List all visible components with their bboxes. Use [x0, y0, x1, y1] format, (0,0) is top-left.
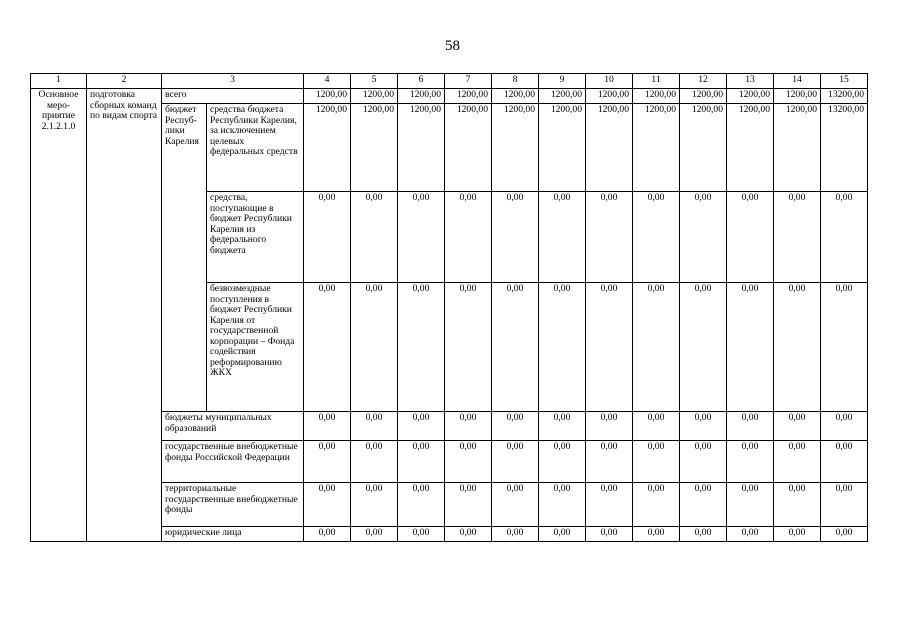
value-cell: 1200,00 — [304, 104, 351, 192]
value-cell: 0,00 — [351, 192, 398, 283]
header-cell: 12 — [680, 74, 727, 89]
row-label: средства бюджета Республики Карелия, за исключением целевых федеральных средств — [207, 104, 304, 192]
value-cell: 0,00 — [351, 483, 398, 527]
value-cell: 0,00 — [351, 527, 398, 542]
value-cell: 1200,00 — [492, 104, 539, 192]
header-cell: 3 — [162, 74, 304, 89]
value-cell: 1200,00 — [304, 89, 351, 104]
value-cell: 0,00 — [586, 412, 633, 441]
value-cell: 0,00 — [304, 412, 351, 441]
value-cell: 0,00 — [680, 527, 727, 542]
value-cell: 0,00 — [445, 441, 492, 483]
value-cell: 0,00 — [351, 412, 398, 441]
value-cell: 0,00 — [774, 192, 821, 283]
value-cell: 0,00 — [398, 412, 445, 441]
value-cell: 0,00 — [351, 441, 398, 483]
value-cell: 0,00 — [633, 192, 680, 283]
value-cell: 0,00 — [774, 283, 821, 412]
header-cell: 11 — [633, 74, 680, 89]
value-cell: 0,00 — [492, 441, 539, 483]
value-cell: 0,00 — [492, 483, 539, 527]
value-cell: 1200,00 — [351, 89, 398, 104]
value-cell: 0,00 — [586, 441, 633, 483]
value-cell: 0,00 — [727, 192, 774, 283]
value-cell: 0,00 — [304, 283, 351, 412]
value-cell: 1200,00 — [774, 104, 821, 192]
value-cell: 0,00 — [492, 283, 539, 412]
value-cell: 0,00 — [445, 483, 492, 527]
value-cell: 1200,00 — [445, 89, 492, 104]
value-cell: 0,00 — [492, 412, 539, 441]
value-cell: 0,00 — [586, 527, 633, 542]
value-cell: 0,00 — [821, 192, 868, 283]
page-number: 58 — [445, 38, 460, 54]
row-label: юридические лица — [162, 527, 304, 542]
value-cell: 0,00 — [633, 412, 680, 441]
value-cell: 0,00 — [774, 527, 821, 542]
value-cell: 0,00 — [821, 441, 868, 483]
value-cell: 0,00 — [398, 192, 445, 283]
budget-table — [30, 73, 868, 542]
value-cell: 0,00 — [633, 283, 680, 412]
value-cell: 1200,00 — [539, 89, 586, 104]
header-cell: 14 — [774, 74, 821, 89]
value-cell: 0,00 — [351, 283, 398, 412]
value-cell: 0,00 — [774, 412, 821, 441]
value-cell: 0,00 — [539, 192, 586, 283]
value-cell: 0,00 — [727, 527, 774, 542]
value-cell: 0,00 — [821, 412, 868, 441]
row-label: территориальные государственные внебюджетные фонды — [162, 483, 304, 527]
value-cell: 1200,00 — [727, 104, 774, 192]
row-label: безвозмездные поступления в бюджет Республики Карелия от государственной корпорации – Фонда содействия реформированию ЖКХ — [207, 283, 304, 412]
value-cell: 0,00 — [727, 483, 774, 527]
value-cell: 1200,00 — [680, 104, 727, 192]
row-label: средства, поступающие в бюджет Республики Карелия из федерального бюджета — [207, 192, 304, 283]
value-cell: 1200,00 — [351, 104, 398, 192]
value-cell: 1200,00 — [633, 89, 680, 104]
header-cell: 9 — [539, 74, 586, 89]
value-cell: 0,00 — [539, 527, 586, 542]
measure-name-cell: подготовка сборных команд по видам спорта — [87, 89, 162, 542]
value-cell: 0,00 — [680, 412, 727, 441]
value-cell: 0,00 — [680, 192, 727, 283]
header-cell: 15 — [821, 74, 868, 89]
value-cell: 0,00 — [586, 483, 633, 527]
value-cell: 0,00 — [539, 483, 586, 527]
value-cell: 0,00 — [445, 527, 492, 542]
row-label: всего — [162, 89, 304, 104]
value-cell: 0,00 — [586, 283, 633, 412]
header-cell: 8 — [492, 74, 539, 89]
value-cell: 1200,00 — [398, 104, 445, 192]
value-cell: 1200,00 — [539, 104, 586, 192]
value-cell: 13200,00 — [821, 104, 868, 192]
value-cell: 1200,00 — [774, 89, 821, 104]
value-cell: 0,00 — [304, 441, 351, 483]
value-cell: 0,00 — [445, 412, 492, 441]
header-cell: 10 — [586, 74, 633, 89]
value-cell: 0,00 — [727, 412, 774, 441]
value-cell: 1200,00 — [398, 89, 445, 104]
budget-group-cell: бюджет Респуб-лики Карелия — [162, 104, 207, 412]
value-cell: 0,00 — [398, 527, 445, 542]
header-cell: 4 — [304, 74, 351, 89]
value-cell: 0,00 — [539, 441, 586, 483]
value-cell: 0,00 — [633, 441, 680, 483]
header-cell: 6 — [398, 74, 445, 89]
value-cell: 0,00 — [304, 527, 351, 542]
header-cell: 1 — [31, 74, 87, 89]
value-cell: 0,00 — [821, 283, 868, 412]
header-cell: 13 — [727, 74, 774, 89]
value-cell: 1200,00 — [445, 104, 492, 192]
value-cell: 0,00 — [680, 441, 727, 483]
value-cell: 0,00 — [398, 483, 445, 527]
value-cell: 0,00 — [821, 527, 868, 542]
row-label: бюджеты муниципальных образований — [162, 412, 304, 441]
value-cell: 0,00 — [633, 483, 680, 527]
value-cell: 0,00 — [398, 283, 445, 412]
value-cell: 0,00 — [774, 441, 821, 483]
header-cell: 7 — [445, 74, 492, 89]
header-cell: 2 — [87, 74, 162, 89]
value-cell: 0,00 — [633, 527, 680, 542]
header-cell: 5 — [351, 74, 398, 89]
value-cell: 0,00 — [304, 483, 351, 527]
value-cell: 0,00 — [445, 283, 492, 412]
value-cell: 1200,00 — [633, 104, 680, 192]
value-cell: 0,00 — [727, 283, 774, 412]
value-cell: 1200,00 — [727, 89, 774, 104]
value-cell: 0,00 — [774, 483, 821, 527]
value-cell: 0,00 — [680, 483, 727, 527]
value-cell: 0,00 — [304, 192, 351, 283]
value-cell: 1200,00 — [586, 89, 633, 104]
table-row — [31, 89, 868, 104]
value-cell: 1200,00 — [586, 104, 633, 192]
value-cell: 1200,00 — [680, 89, 727, 104]
value-cell: 0,00 — [821, 483, 868, 527]
row-label: государственные внебюджетные фонды Российской Федерации — [162, 441, 304, 483]
value-cell: 13200,00 — [821, 89, 868, 104]
value-cell: 0,00 — [539, 283, 586, 412]
value-cell: 0,00 — [492, 527, 539, 542]
value-cell: 0,00 — [539, 412, 586, 441]
measure-code-cell: Основное меро-приятие 2.1.2.1.0 — [31, 89, 87, 542]
value-cell: 0,00 — [680, 283, 727, 412]
value-cell: 0,00 — [492, 192, 539, 283]
value-cell: 1200,00 — [492, 89, 539, 104]
header-row — [31, 74, 868, 89]
value-cell: 0,00 — [445, 192, 492, 283]
value-cell: 0,00 — [398, 441, 445, 483]
value-cell: 0,00 — [586, 192, 633, 283]
value-cell: 0,00 — [727, 441, 774, 483]
